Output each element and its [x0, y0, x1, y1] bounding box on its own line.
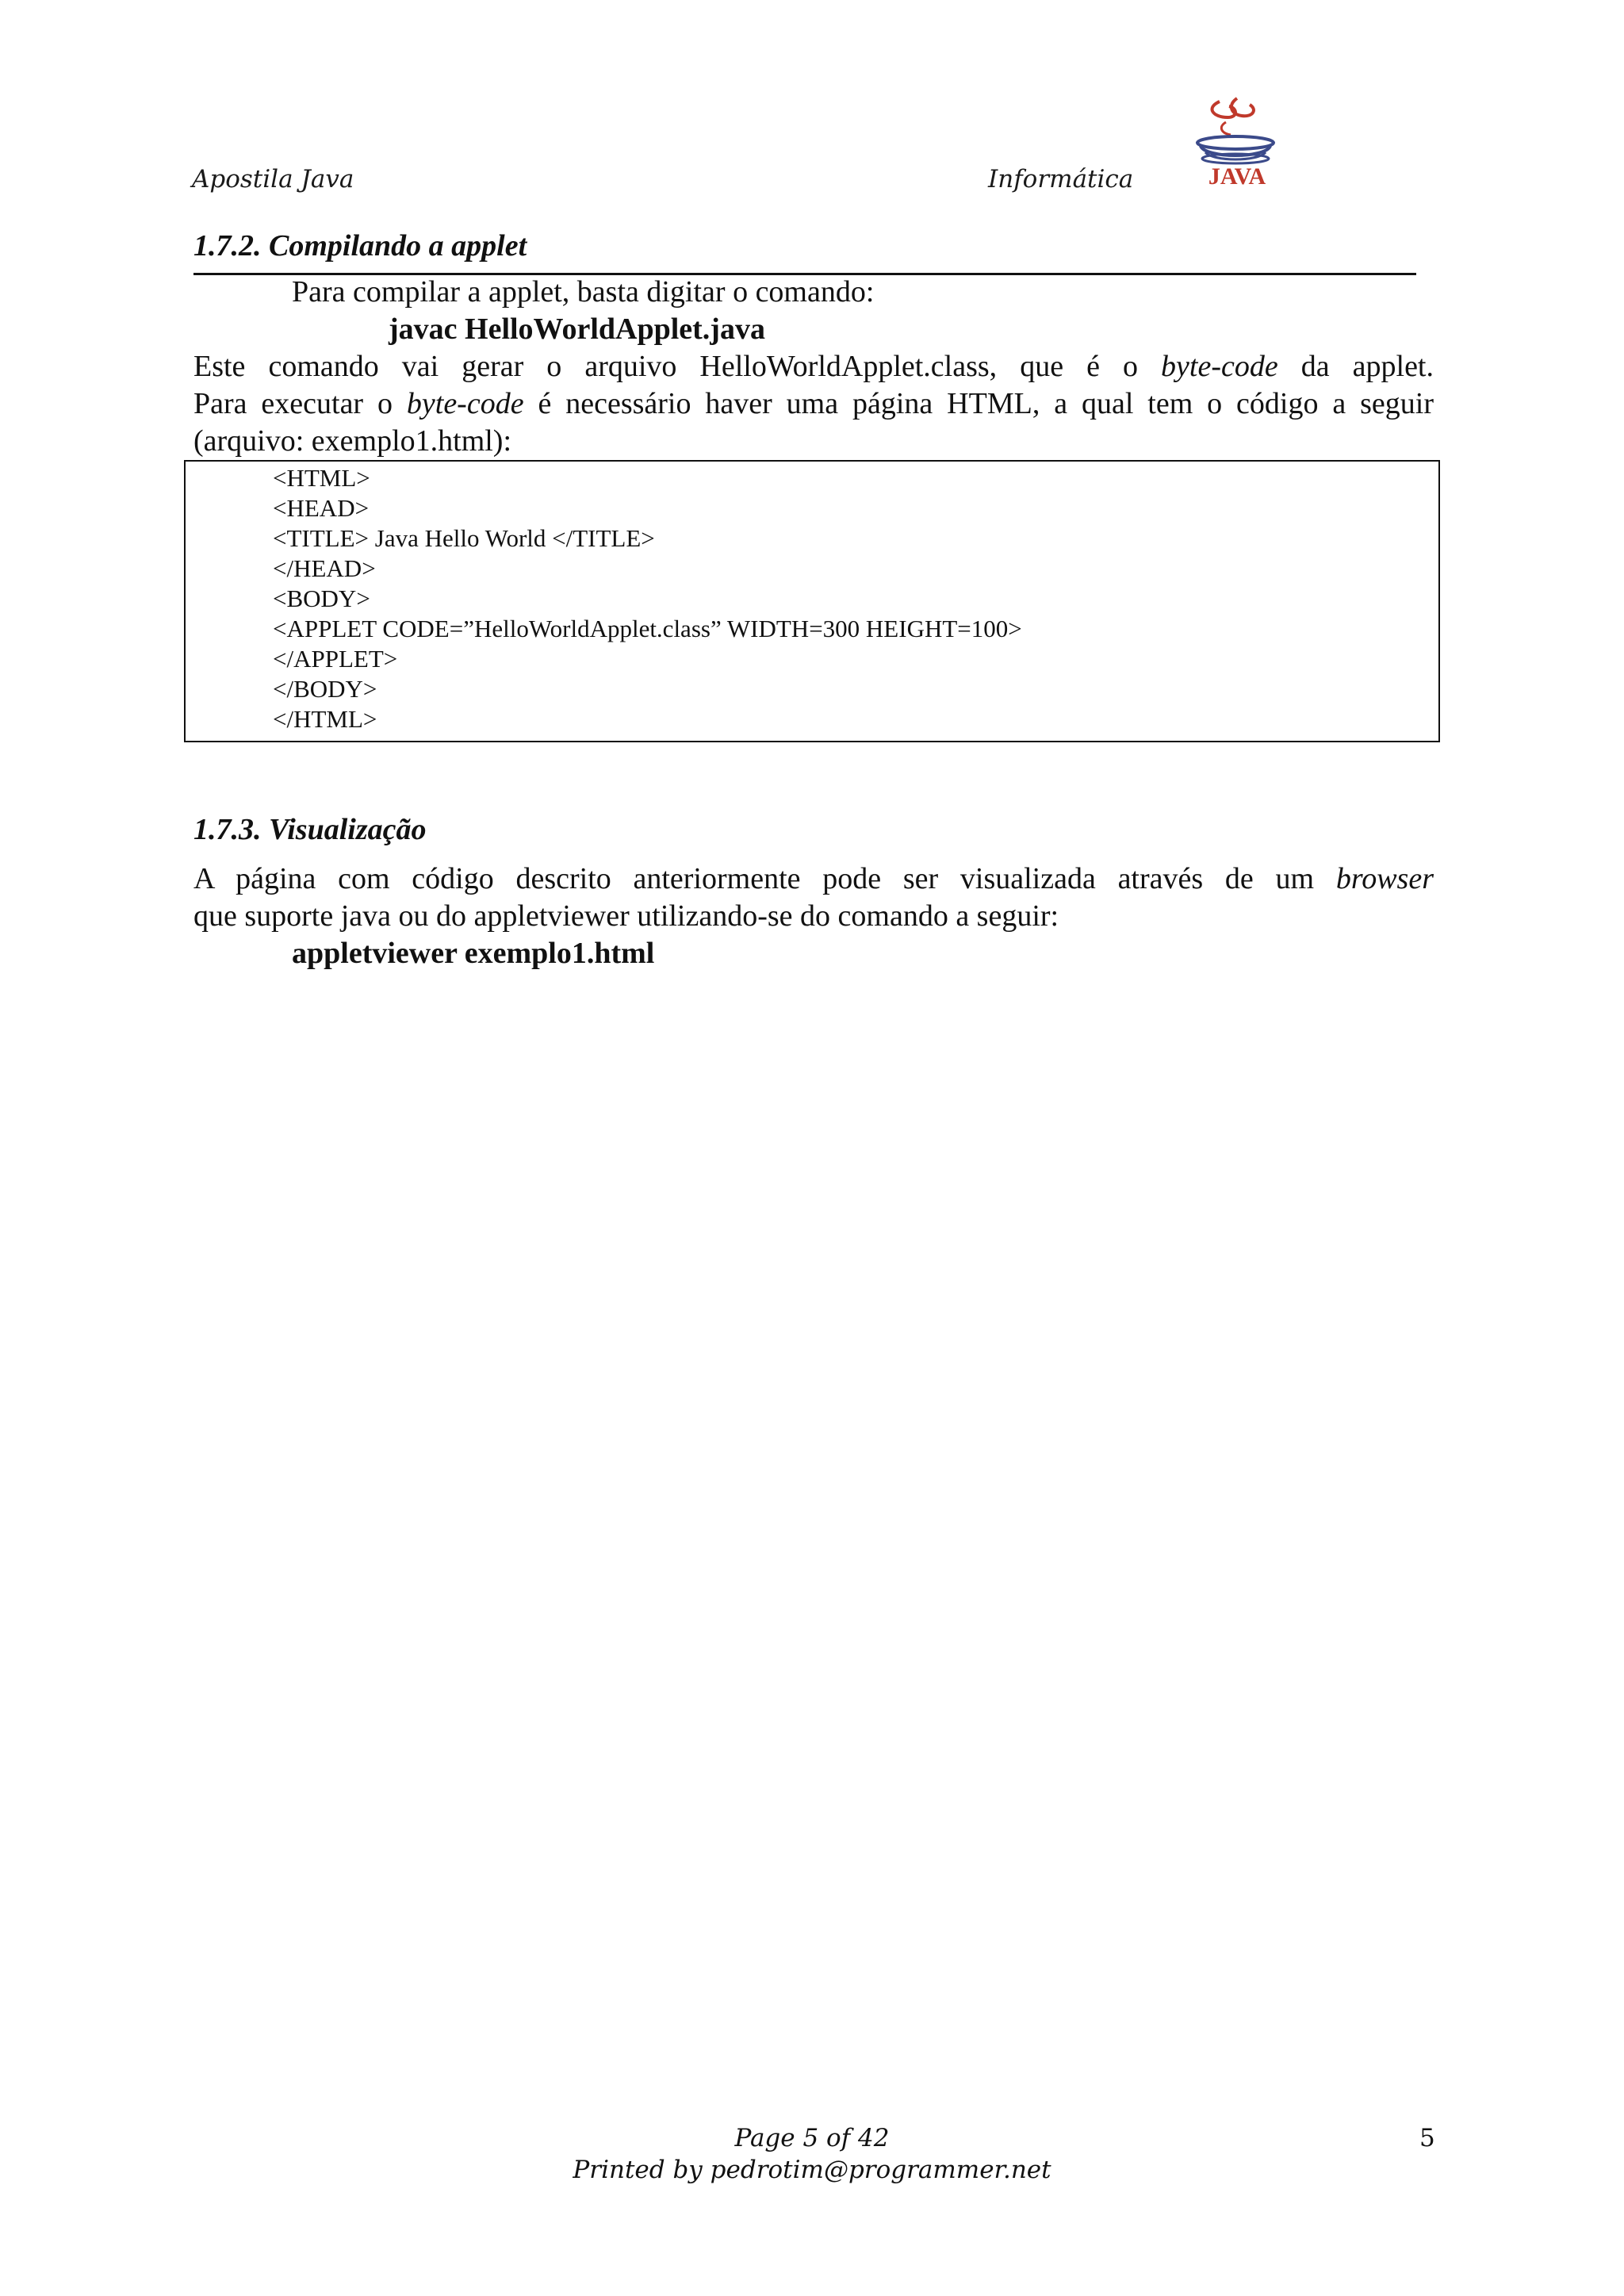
- text-run: Para executar o: [193, 387, 407, 420]
- code-line: </HTML>: [273, 705, 377, 733]
- paragraph-bytecode-last: (arquivo: exemplo1.html):: [193, 424, 512, 458]
- logo-text: JAVA: [1208, 163, 1266, 189]
- text-italic-bytecode: byte-code: [406, 387, 524, 420]
- code-line: </BODY>: [273, 675, 377, 703]
- java-cup-icon: [1182, 94, 1293, 189]
- text-italic-browser: browser: [1335, 862, 1434, 895]
- footer-page-indicator: Page 5 of 42: [734, 2124, 890, 2152]
- paragraph-bytecode-line1: [193, 348, 1434, 423]
- paragraph-intro: Para compilar a applet, basta digitar o comando:: [292, 275, 875, 309]
- command-javac: javac HelloWorldApplet.java: [389, 312, 765, 346]
- code-line: <TITLE> Java Hello World </TITLE>: [273, 524, 655, 552]
- header-left-title: Apostila Java: [192, 165, 354, 194]
- code-line: <HEAD>: [273, 494, 370, 522]
- code-line: </APPLET>: [273, 645, 398, 673]
- java-logo: [1182, 94, 1293, 189]
- text-run: Este comando vai gerar o arquivo HelloWorldApplet.class, que é o: [193, 350, 1162, 383]
- text-run: da applet.: [1277, 350, 1434, 383]
- text-run: é necessário haver uma página HTML, a qual tem o código a seguir: [523, 387, 1434, 420]
- footer-printed-by: Printed by pedrotim@programmer.net: [573, 2156, 1051, 2184]
- paragraph-visualizacao-line2: que suporte java ou do appletviewer utilizando-se do comando a seguir:: [193, 899, 1059, 933]
- section-title-visualizacao: 1.7.3. Visualização: [193, 813, 427, 846]
- text-run: A página com código descrito anteriormente pode ser visualizada através de um: [193, 862, 1336, 895]
- code-box: [184, 460, 1440, 742]
- code-line: <HTML>: [273, 464, 370, 492]
- command-appletviewer: appletviewer exemplo1.html: [292, 937, 655, 970]
- code-line: <BODY>: [273, 585, 370, 612]
- code-line: <APPLET CODE=”HelloWorldApplet.class” WIDTH=300 HEIGHT=100>: [273, 615, 1022, 642]
- paragraph-visualizacao-line1: [193, 861, 1434, 898]
- footer-page-number: 5: [1419, 2124, 1435, 2152]
- header-center-title: Informática: [988, 165, 1134, 194]
- section-title-compilando: 1.7.2. Compilando a applet: [193, 229, 527, 263]
- text-italic-bytecode: byte-code: [1161, 350, 1278, 383]
- code-line: </HEAD>: [273, 554, 376, 582]
